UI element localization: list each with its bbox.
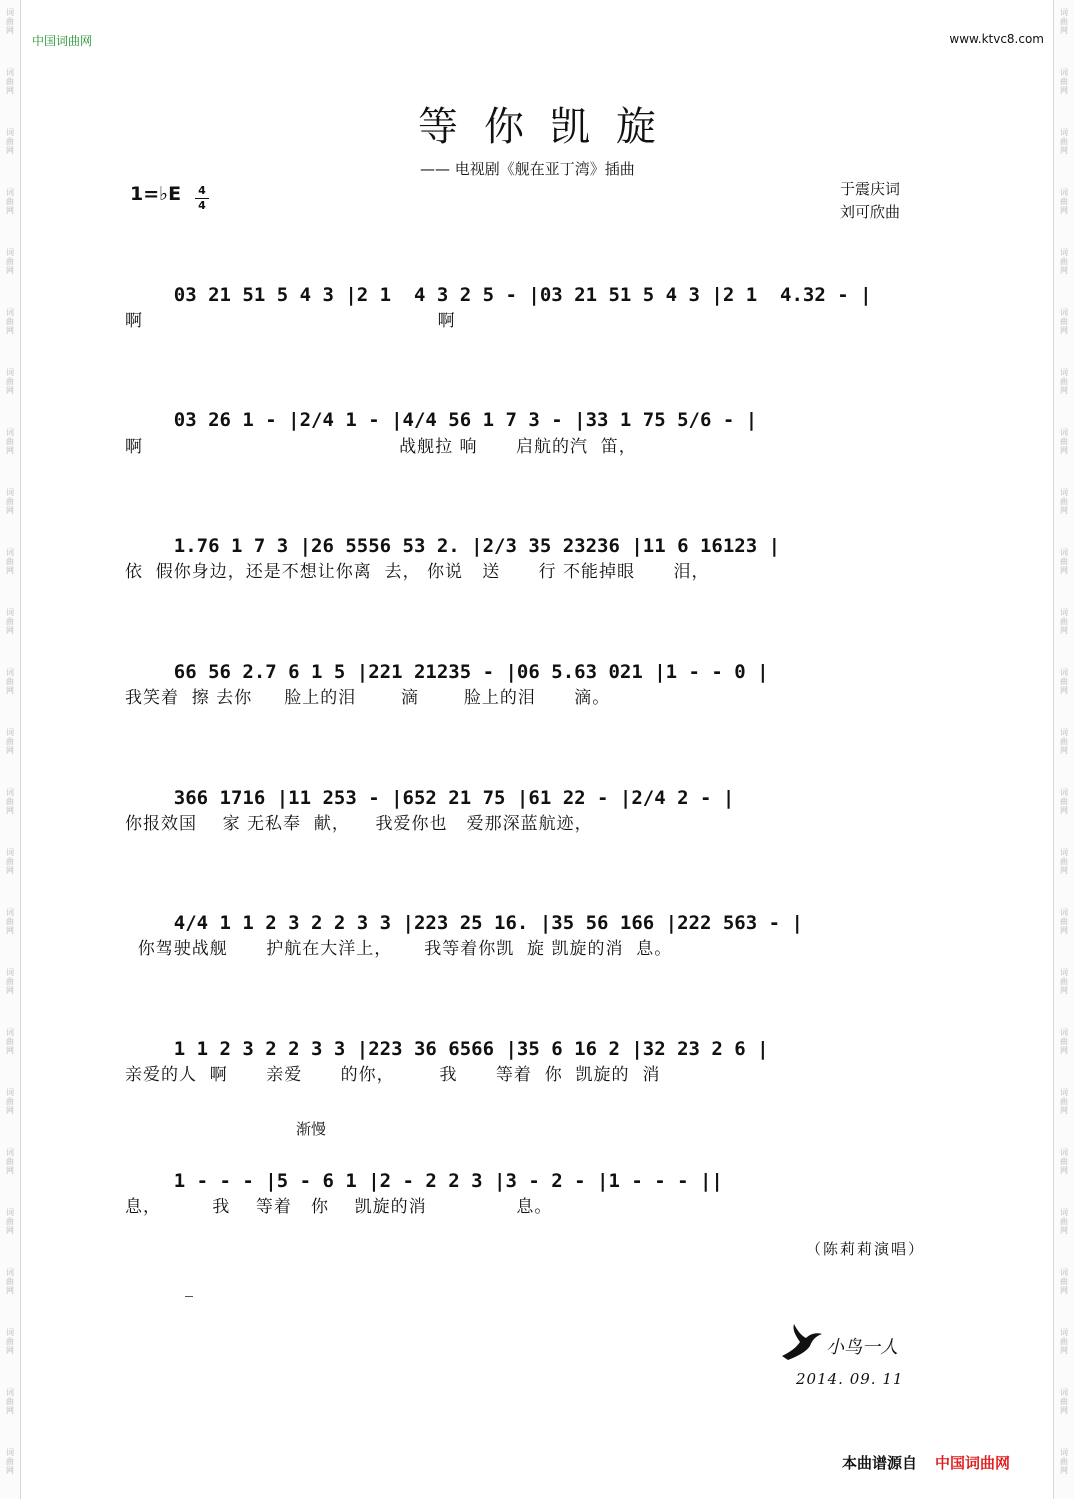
watermark-mark: 词 曲 网 <box>6 428 14 455</box>
watermark-mark: 词 曲 网 <box>1060 728 1068 755</box>
footer-site-link[interactable]: 中国词曲网 <box>935 1454 1011 1472</box>
watermark-mark: 词 曲 网 <box>1060 1148 1068 1175</box>
watermark-mark: 词 曲 网 <box>1060 1388 1068 1415</box>
watermark-mark: 词 曲 网 <box>6 1028 14 1055</box>
watermark-mark: 词 曲 网 <box>1060 1448 1068 1475</box>
watermark-mark: 词 曲 网 <box>6 248 14 275</box>
watermark-mark: 词 曲 网 <box>1060 368 1068 395</box>
song-title: 等你凯旋 <box>418 104 682 150</box>
watermark-mark: 词 曲 网 <box>1060 428 1068 455</box>
watermark-mark: 词 曲 网 <box>1060 1088 1068 1115</box>
notation-text: 03 21 51 5 4 3 |2 1 4 3 2 5 - |03 21 51 5 4 3 |2 1 4.32 - | <box>173 284 872 306</box>
notation-text: 1 1 2 3 2 2 3 3 |223 36 6566 |35 6 16 2 |32 23 2 6 | <box>173 1038 769 1060</box>
watermark-mark: 词 曲 网 <box>6 548 14 575</box>
footer-label: 本曲谱源自 <box>842 1454 918 1472</box>
watermark-mark: 词 曲 网 <box>6 8 14 35</box>
song-subtitle: —— 电视剧《舰在亚丁湾》插曲 <box>420 160 635 178</box>
notation-row-7 <box>128 1016 948 1060</box>
footer-source <box>842 1452 1010 1473</box>
watermark-mark: 词 曲 网 <box>1060 308 1068 335</box>
watermark-mark: 词 曲 网 <box>6 1088 14 1115</box>
lyric-row-2: 啊 战舰拉 响 启航的汽 笛， <box>125 437 637 457</box>
watermark-mark: 词 曲 网 <box>1060 668 1068 695</box>
watermark-mark: 词 曲 网 <box>6 128 14 155</box>
watermark-mark: 词 曲 网 <box>1060 1328 1068 1355</box>
notation-row-2 <box>128 387 948 431</box>
watermark-mark: 词 曲 网 <box>1060 128 1068 155</box>
watermark-mark: 词 曲 网 <box>6 788 14 815</box>
watermark-mark: 词 曲 网 <box>1060 608 1068 635</box>
notation-text: 03 26 1 - |2/4 1 - |4/4 56 1 7 3 - |33 1 75 5/6 - | <box>173 409 758 431</box>
watermark-mark: 词 曲 网 <box>6 368 14 395</box>
singer-credit: （陈莉莉演唱） <box>806 1240 926 1258</box>
watermark-mark: 词 曲 网 <box>6 188 14 215</box>
notation-text: 1.76 1 7 3 |26 5556 53 2. |2/3 35 23236 |11 6 16123 | <box>173 535 781 557</box>
watermark-mark: 词 曲 网 <box>1060 1028 1068 1055</box>
watermark-mark: 词 曲 网 <box>1060 1208 1068 1235</box>
stray-mark <box>185 1296 193 1297</box>
watermark-mark: 词 曲 网 <box>1060 1268 1068 1295</box>
notation-text: 366 1716 |11 253 - |652 21 75 |61 22 - |2/4 2 - | <box>173 787 735 809</box>
watermark-mark: 词 曲 网 <box>6 1148 14 1175</box>
watermark-mark: 词 曲 网 <box>6 968 14 995</box>
watermark-mark: 词 曲 网 <box>6 848 14 875</box>
watermark-mark: 词 曲 网 <box>6 1388 14 1415</box>
watermark-mark: 词 曲 网 <box>6 908 14 935</box>
signature-date: 2014. 09. 11 <box>796 1370 904 1388</box>
watermark-mark: 词 曲 网 <box>6 1208 14 1235</box>
watermark-mark: 词 曲 网 <box>1060 68 1068 95</box>
time-signature-bottom: 4 <box>195 198 209 213</box>
watermark-mark: 词 曲 网 <box>1060 788 1068 815</box>
notation-row-8 <box>128 1148 948 1192</box>
site-url-top-right[interactable]: www.ktvc8.com <box>949 32 1044 46</box>
watermark-mark: 词 曲 网 <box>6 308 14 335</box>
bird-signature-icon <box>778 1322 824 1362</box>
lyric-row-1: 啊 啊 <box>125 311 456 331</box>
watermark-mark: 词 曲 网 <box>1060 8 1068 35</box>
watermark-mark: 词 曲 网 <box>1060 908 1068 935</box>
watermark-mark: 词 曲 网 <box>6 68 14 95</box>
watermark-mark: 词 曲 网 <box>6 1448 14 1475</box>
time-signature-top: 4 <box>198 184 206 197</box>
notation-row-3 <box>128 513 948 557</box>
watermark-mark: 词 曲 网 <box>6 488 14 515</box>
site-name-top-left[interactable]: 中国词曲网 <box>32 34 93 48</box>
lyric-row-4: 我笑着 擦 去你 脸上的泪 滴 脸上的泪 滴。 <box>125 688 611 708</box>
watermark-mark: 词 曲 网 <box>6 1268 14 1295</box>
lyricist-credit: 于震庆词 <box>840 180 901 198</box>
lyric-row-6: 你驾驶战舰 护航在大洋上， 我等着你凯 旋 凯旋的消 息。 <box>125 939 673 959</box>
lyric-row-8: 息， 我 等着 你 凯旋的消 息。 <box>125 1197 553 1217</box>
watermark-mark: 词 曲 网 <box>6 668 14 695</box>
watermark-mark: 词 曲 网 <box>1060 188 1068 215</box>
watermark-mark: 词 曲 网 <box>6 1328 14 1355</box>
tempo-marking: 渐慢 <box>296 1120 327 1138</box>
notation-text: 66 56 2.7 6 1 5 |221 21235 - |06 5.63 021 |1 - - 0 | <box>173 661 769 683</box>
notation-row-6 <box>128 890 948 934</box>
lyric-row-5: 你报效国 家 无私奉 献， 我爱你也 爱那深蓝航迹， <box>125 814 593 834</box>
watermark-mark: 词 曲 网 <box>1060 968 1068 995</box>
lyric-row-7: 亲爱的人 啊 亲爱 的你， 我 等着 你 凯旋的 消 <box>125 1065 661 1085</box>
notation-text: 4/4 1 1 2 3 2 2 3 3 |223 25 16. |35 56 166 |222 563 - | <box>173 912 803 934</box>
watermark-mark: 词 曲 网 <box>1060 488 1068 515</box>
lyric-row-3: 依 假你身边，还是不想让你离 去， 你说 送 行 不能掉眼 泪， <box>125 562 710 582</box>
notation-row-5 <box>128 765 948 809</box>
notation-text: 1 - - - |5 - 6 1 |2 - 2 2 3 |3 - 2 - |1 - - - || <box>173 1170 723 1192</box>
key-signature: 1=♭E <box>130 183 182 205</box>
watermark-mark: 词 曲 网 <box>6 728 14 755</box>
notation-row-1 <box>128 262 948 306</box>
composer-credit: 刘可欣曲 <box>840 203 901 221</box>
signature-text: 小鸟一人 <box>826 1337 898 1358</box>
watermark-mark: 词 曲 网 <box>1060 548 1068 575</box>
notation-row-4 <box>128 639 948 683</box>
watermark-mark: 词 曲 网 <box>1060 248 1068 275</box>
watermark-mark: 词 曲 网 <box>1060 848 1068 875</box>
watermark-mark: 词 曲 网 <box>6 608 14 635</box>
